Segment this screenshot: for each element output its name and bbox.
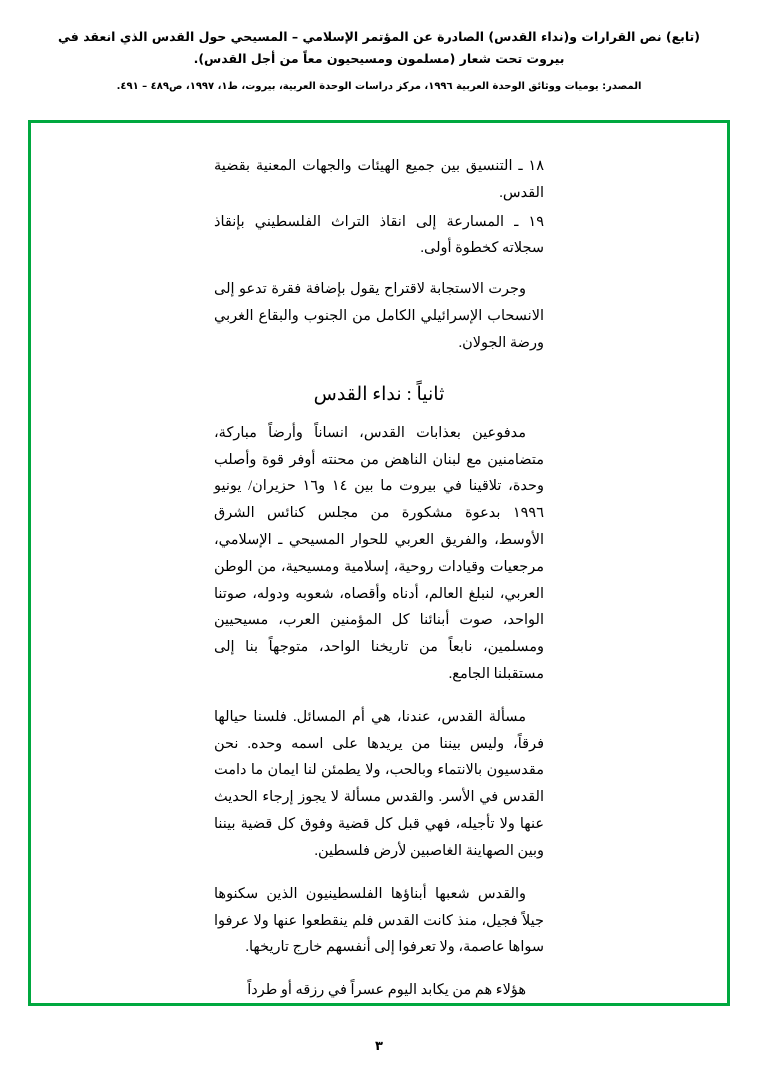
header-source: المصدر: يوميات ووثائق الوحدة العربية ١٩٩٦، مركز دراسات الوحدة العربية، بيروت، ط١، ١٩٩٧، ص٤٨٩ – ٤٩١. bbox=[116, 80, 642, 92]
intro-paragraph: وجرت الاستجابة لاقتراح يقول بإضافة فقرة تدعو إلى الانسحاب الإسرائيلي الكامل من الجنوب والبقاع الغربي ورضة الجولان. bbox=[214, 281, 544, 351]
numbered-item: ١٨ ـ التنسيق بين جميع الهيئات والجهات المعنية بقضية القدس. bbox=[214, 158, 544, 201]
page-number: ٣ bbox=[375, 1039, 383, 1054]
numbered-item: ١٩ ـ المسارعة إلى انقاذ التراث الفلسطيني بإنقاذ سجلاته كخطوة أولى. bbox=[214, 213, 544, 257]
paragraph-block bbox=[214, 977, 544, 1003]
text-column bbox=[214, 153, 544, 1003]
body-paragraph: والقدس شعبها أبناؤها الفلسطينيون الذين سكنوها جيلاً فجيل، منذ كانت القدس فلم ينقطعوا عنها ولا عرفوا سواها عاصمة، ولا تعرفوا إلى أنفسهم خارج تاريخها. bbox=[214, 885, 544, 956]
paragraph-block bbox=[214, 881, 544, 961]
body-paragraph: مدفوعين بعذابات القدس، انساناً وأرضاً مباركة، متضامنين مع لبنان الناهض من محنته أوفر قوة وأصلب وحدة، تلاقينا في بيروت ما بين ١٤ و١٦ حزيران/ يونيو ١٩٩٦ بدعوة مشكورة من مجلس كنائس الشرق الأوسط، والفريق العربي للحوار المسيحي ـ الإسلامي، مرجعيات وقيادات روحية، إسلامية ومسيحية، من الوطن العربي، لنبلغ العالم، أدناه وأقصاه، شعوبه ودوله، صوتنا الواحد، صوت أبنائنا كل المؤمنين العرب، مسيحيين ومسلمين، نابعاً من تاريخنا الواحد، متوجهاً بنا إلى مستقبلنا الجامع. bbox=[214, 424, 544, 682]
body-paragraph: مسألة القدس، عندنا، هي أم المسائل. فلسنا حيالها فرقاً، وليس بيننا من يريدها على اسمه وحده. نحن مقدسيون بالانتماء وبالحب، ولا يطمئن لنا ايمان ما دامت القدس في الأسر. والقدس مسألة لا يجوز إرجاء الحديث عنها ولا تأجيله، فهي قبل كل قضية وفوق كل قضية بيننا وبين الصهاينة الغاصبين لأرض فلسطين. bbox=[214, 708, 544, 859]
header-title: (تابع) نص القرارات و(نداء القدس) الصادرة عن المؤتمر الإسلامي – المسيحي حول القدس الذي انعقد في بيروت تحت شعار (مسلمون ومسيحيون معاً من أجل القدس). bbox=[58, 29, 700, 66]
content-frame bbox=[28, 120, 730, 1006]
document-header bbox=[0, 0, 758, 95]
content-frame-inner bbox=[31, 123, 727, 1003]
paragraph-block bbox=[214, 704, 544, 865]
section-title: ثانياً : نداء القدس bbox=[313, 383, 445, 405]
body-paragraph: هؤلاء هم من يكابد اليوم عسراً في رزقه أو طرداً bbox=[247, 982, 526, 999]
paragraph-block bbox=[214, 420, 544, 688]
spacer bbox=[214, 264, 544, 276]
